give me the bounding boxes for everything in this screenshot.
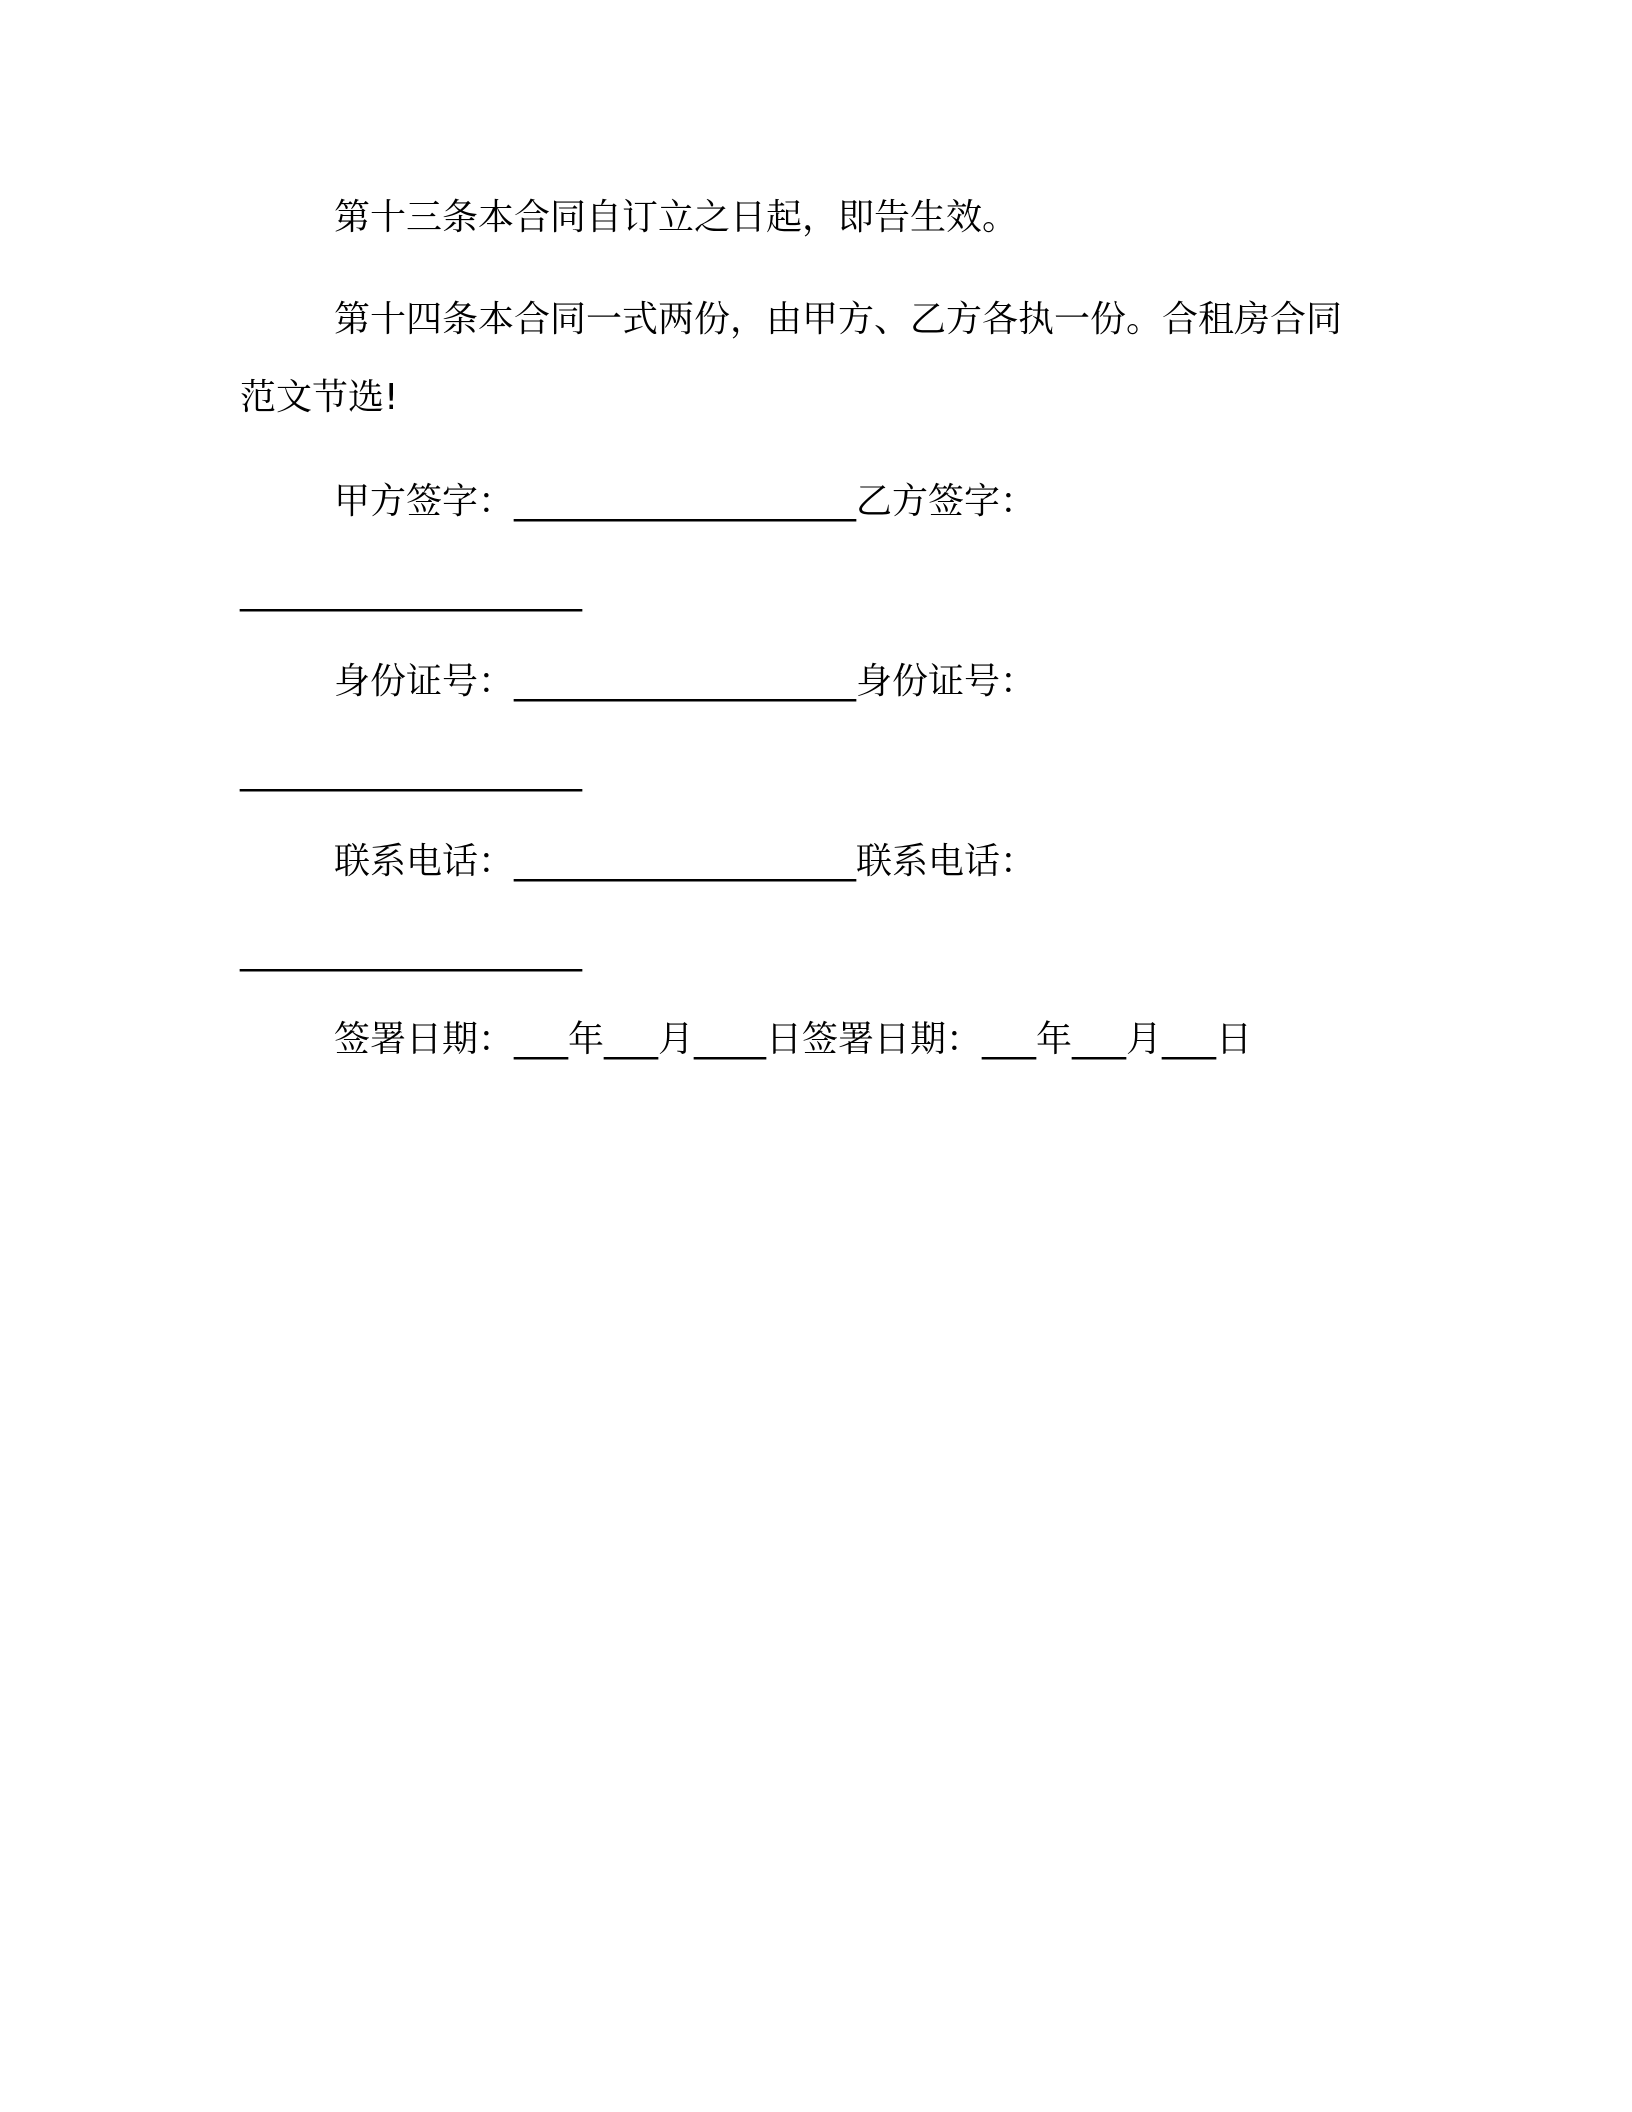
signing-date-line: 签署日期：___年___月____日签署日期：___年___月___日	[334, 1019, 1253, 1060]
id-number-blank-continued: ___________________	[240, 751, 582, 792]
article-14-text-line1: 第十四条本合同一式两份，由甲方、乙方各执一份。合租房合同	[334, 299, 1343, 340]
phone-line: 联系电话：___________________联系电话：	[334, 841, 1037, 882]
id-number-line: 身份证号：___________________身份证号：	[334, 661, 1037, 702]
article-14-text-line2: 范文节选!	[240, 377, 399, 418]
article-13-text: 第十三条本合同自订立之日起，即告生效。	[334, 197, 1019, 238]
signature-blank-continued: ___________________	[240, 571, 582, 612]
signature-line: 甲方签字：___________________乙方签字：	[334, 481, 1037, 522]
phone-blank-continued: ___________________	[240, 931, 582, 972]
